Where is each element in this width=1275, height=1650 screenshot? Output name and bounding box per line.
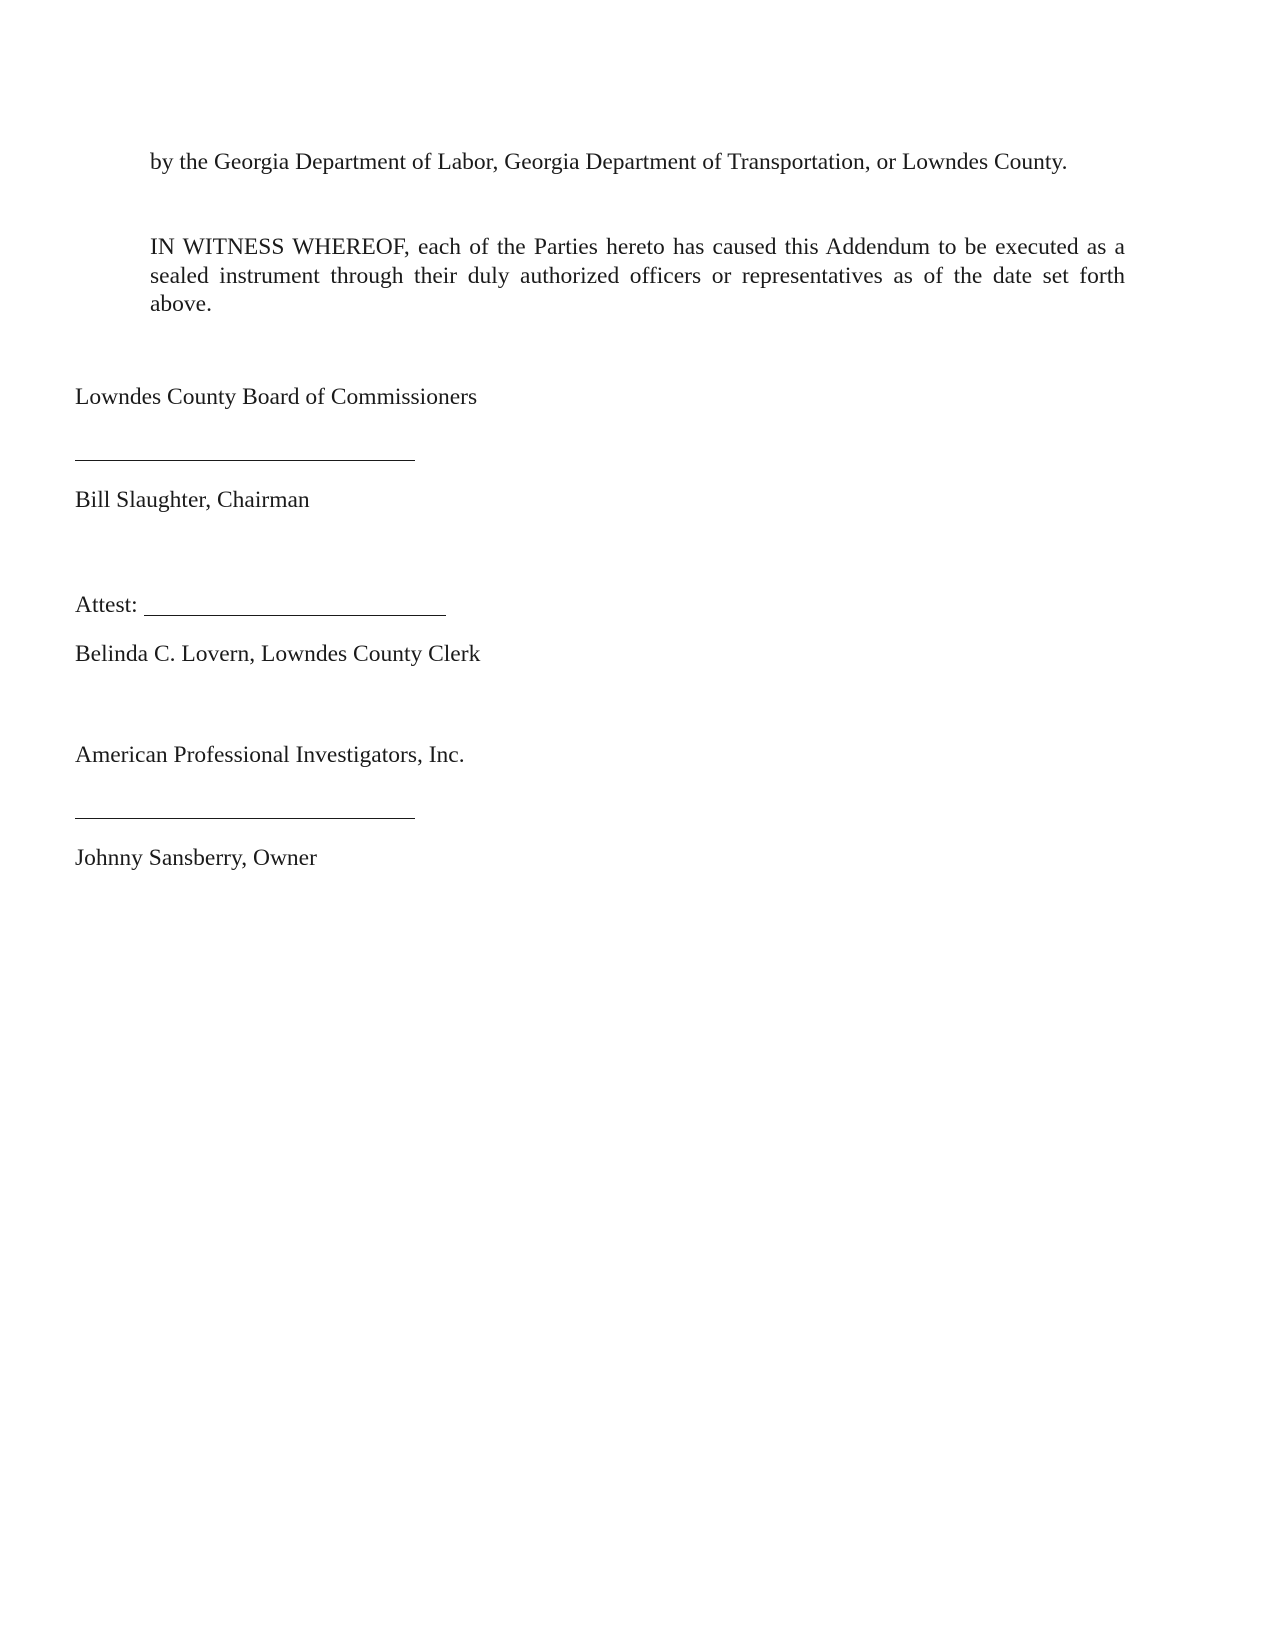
continuation-paragraph: by the Georgia Department of Labor, Georgia Department of Transportation, or Lowndes County. (150, 149, 1068, 175)
attest-signature-line[interactable] (144, 615, 446, 616)
attest-label: Attest: (75, 592, 138, 618)
county-party-name: Lowndes County Board of Commissioners (75, 384, 478, 410)
contractor-signatory: Johnny Sansberry, Owner (75, 845, 317, 871)
contractor-party-name: American Professional Investigators, Inc. (75, 742, 465, 768)
clerk-signatory: Belinda C. Lovern, Lowndes County Clerk (75, 641, 481, 667)
county-signatory: Bill Slaughter, Chairman (75, 487, 310, 513)
county-signature-line[interactable] (75, 460, 415, 461)
witness-clause-paragraph: IN WITNESS WHEREOF, each of the Parties hereto has caused this Addendum to be executed as a sealed instrument through their duly authorized officers or representatives as of the date set forth above. (150, 234, 1125, 317)
contractor-signature-line[interactable] (75, 818, 415, 819)
attest-row (75, 591, 446, 619)
